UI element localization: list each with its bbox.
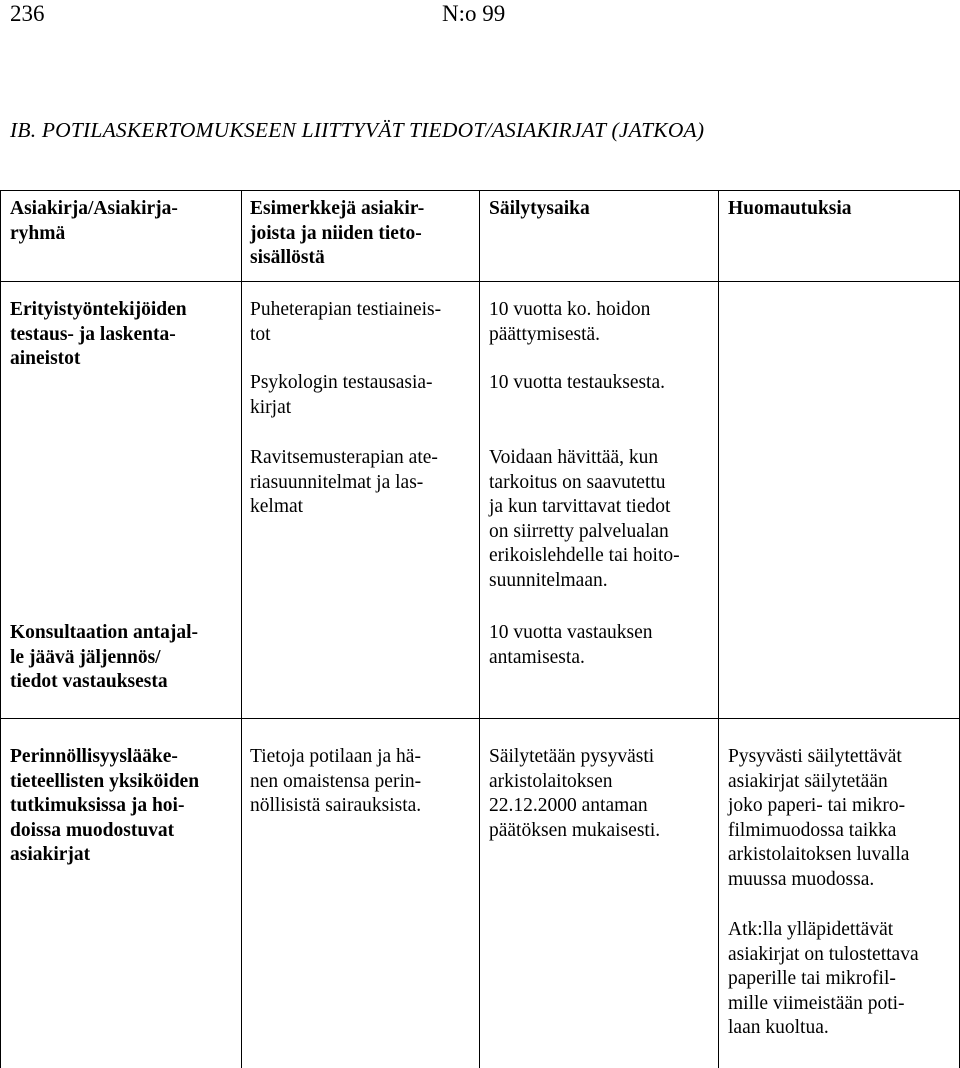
row1-retention-1: 10 vuotta ko. hoidon päättymisestä. xyxy=(489,299,651,345)
row2-group: Perinnöllisyyslääke- tieteellisten yksiköiden tutkimuksissa ja hoi- doissa muodostuvat asiakirjat xyxy=(10,746,200,865)
row1-example-2: Psykologin testausasia- kirjat xyxy=(250,372,433,418)
header-bottom-border xyxy=(0,281,960,282)
row2-example: Tietoja potilaan ja hä- nen omaistensa perin- nöllisistä sairauksista. xyxy=(250,746,422,816)
column-divider-3 xyxy=(718,190,719,1068)
column-header-notes: Huomautuksia xyxy=(728,198,852,219)
table-left-border xyxy=(0,190,1,1068)
row1-group-1: Erityistyöntekijöiden testaus- ja laskenta- aineistot xyxy=(10,299,187,369)
row-divider xyxy=(0,718,960,719)
document-title: IB. POTILASKERTOMUKSEEN LIITTYVÄT TIEDOT/ASIAKIRJAT (JATKOA) xyxy=(10,118,705,142)
row1-retention-3: Voidaan hävittää, kun tarkoitus on saavutettu ja kun tarvittavat tiedot on siirretty palvelualan erikoislehdelle tai hoito- suunnitelmaan. xyxy=(489,447,680,591)
table-top-border xyxy=(0,190,960,191)
row2-retention: Säilytetään pysyvästi arkistolaitoksen 22.12.2000 antaman päätöksen mukaisesti. xyxy=(489,746,661,841)
row1-example-3: Ravitsemusterapian ate- riasuunnitelmat ja las- kelmat xyxy=(250,447,438,517)
row1-example-1: Puheterapian testiaineis- tot xyxy=(250,299,442,345)
row1-retention-2: 10 vuotta testauksesta. xyxy=(489,372,666,393)
column-header-examples: Esimerkkejä asiakir- joista ja niiden tieto- sisällöstä xyxy=(250,198,425,268)
column-header-retention: Säilytysaika xyxy=(489,198,590,219)
row2-note-1: Pysyvästi säilytettävät asiakirjat säilytetään joko paperi- tai mikro- filmimuodossa taikka arkistolaitoksen luvalla muussa muodossa. xyxy=(728,746,910,890)
issue-number: N:o 99 xyxy=(442,1,506,26)
row1-retention-4: 10 vuotta vastauksen antamisesta. xyxy=(489,622,653,668)
column-divider-2 xyxy=(479,190,480,1068)
column-divider-1 xyxy=(241,190,242,1068)
column-header-document-group: Asiakirja/Asiakirja- ryhmä xyxy=(10,198,178,244)
row2-note-2: Atk:lla ylläpidettävät asiakirjat on tulostettava paperille tai mikrofil- mille viimeistään poti- laan kuoltua. xyxy=(728,919,919,1038)
page-number: 236 xyxy=(10,1,45,26)
row1-group-2: Konsultaation antajal- le jäävä jäljennös/ tiedot vastauksesta xyxy=(10,622,198,692)
